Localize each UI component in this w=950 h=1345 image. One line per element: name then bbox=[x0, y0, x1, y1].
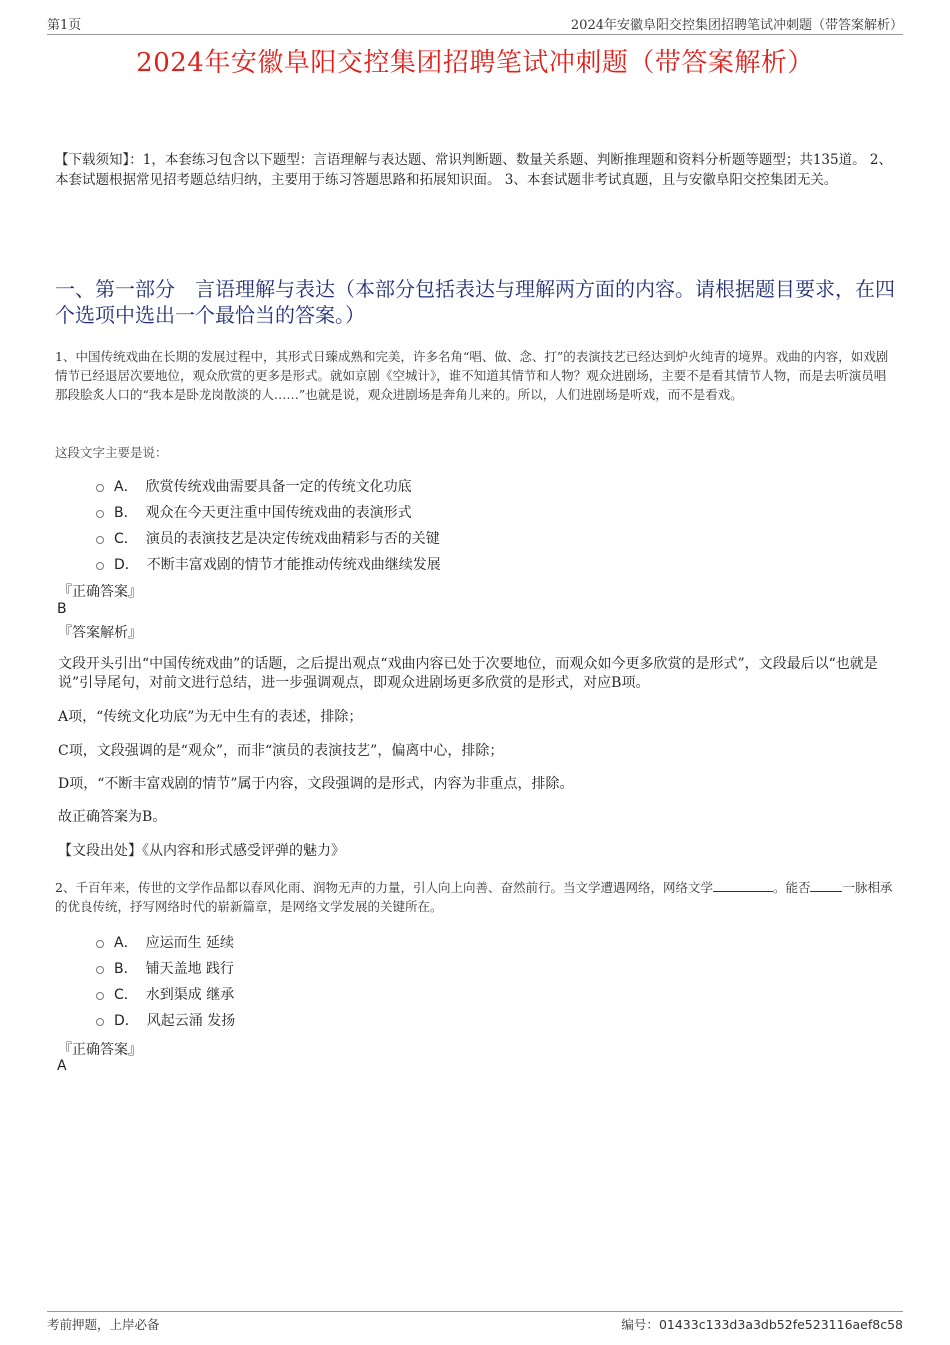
analysis-paragraph: 文段开头引出“中国传统戏曲”的话题，之后提出观点“戏曲内容已处于次要地位，而观众如今更多欣赏的是形式”，文段最后以“也就是说”引导尾句，对前文进行总结，进一步强调观点，即观众进剧场更多欣赏的是形式，对应B项。 bbox=[58, 656, 878, 691]
question-1-text: 1、中国传统戏曲在长期的发展过程中，其形式日臻成熟和完美，许多名角“唱、做、念、打”的表演技艺已经达到炉火纯青的境界。戏曲的内容，如戏剧情节已经退居次要地位，观众欣赏的更多是形式。就如京剧《空城计》，谁不知道其情节和人物？观众进剧场，主要不是看其情节人物，而是去听演员唱那段脍炙人口的“我本是卧龙岗散淡的人……”也就是说，观众进剧场是奔角儿来的。所以，人们进剧场是听戏，而不是看戏。 bbox=[55, 349, 889, 402]
analysis-paragraph: D项，“不断丰富戏剧的情节”属于内容，文段强调的是形式，内容为非重点，排除。 bbox=[58, 776, 574, 792]
footer-slogan: 考前押题，上岸必备 bbox=[47, 1317, 160, 1332]
question-1-options bbox=[96, 473, 441, 577]
download-notice: 【下载须知】：1，本套练习包含以下题型：言语理解与表达题、常识判断题、数量关系题、判断推理题和资料分析题等题型；共135道。 2、本套试题根据常见招考题总结归纳，主要用于练习答题思路和拓展知识面。 3、本套试题非考试真题，且与安徽阜阳交控集团无关。 bbox=[55, 152, 892, 188]
header-title: 2024年安徽阜阳交控集团招聘笔试冲刺题（带答案解析） bbox=[570, 18, 903, 33]
radio-icon[interactable] bbox=[96, 966, 104, 974]
analysis-paragraph: C项，文段强调的是“观众”，而非“演员的表演技艺”，偏离中心，排除； bbox=[58, 743, 504, 759]
source-citation: 【文段出处】《从内容和形式感受评弹的魅力》 bbox=[58, 843, 345, 859]
question-2-options bbox=[96, 929, 235, 1033]
option-c[interactable]: C． 演员的表演技艺是决定传统戏曲精彩与否的关键 bbox=[96, 525, 441, 551]
radio-icon[interactable] bbox=[96, 536, 104, 544]
fill-blank bbox=[713, 879, 773, 892]
page-number: 第1页 bbox=[47, 18, 82, 33]
fill-blank bbox=[810, 879, 842, 892]
answer-label: 『正确答案』 bbox=[58, 584, 142, 600]
analysis-paragraph: 故正确答案为B。 bbox=[58, 809, 167, 825]
section-title: 一、第一部分 言语理解与表达（本部分包括表达与理解两方面的内容。请根据题目要求，在四个选项中选出一个最恰当的答案。） bbox=[55, 277, 895, 327]
option-c[interactable]: C． 水到渠成 继承 bbox=[96, 981, 235, 1007]
answer-value: A bbox=[57, 1058, 67, 1074]
question-1-prompt: 这段文字主要是说： bbox=[55, 445, 168, 460]
radio-icon[interactable] bbox=[96, 510, 104, 518]
question-2-text: 2、千百年来，传世的文学作品都以春风化雨、润物无声的力量，引人向上向善、奋然前行。当文学遭遇网络，网络文学 。能否 一脉相承的优良传统，抒写网络时代的崭新篇章，是网络文学发展的关键所在。 bbox=[55, 880, 893, 914]
analysis-label: 『答案解析』 bbox=[58, 625, 142, 641]
radio-icon[interactable] bbox=[96, 1018, 104, 1026]
option-a[interactable]: A． 欣赏传统戏曲需要具备一定的传统文化功底 bbox=[96, 473, 441, 499]
radio-icon[interactable] bbox=[96, 484, 104, 492]
option-a[interactable]: A． 应运而生 延续 bbox=[96, 929, 235, 955]
answer-label: 『正确答案』 bbox=[58, 1042, 142, 1058]
radio-icon[interactable] bbox=[96, 940, 104, 948]
radio-icon[interactable] bbox=[96, 562, 104, 570]
option-b[interactable]: B． 观众在今天更注重中国传统戏曲的表演形式 bbox=[96, 499, 441, 525]
answer-value: B bbox=[57, 601, 67, 617]
document-title: 2024年安徽阜阳交控集团招聘笔试冲刺题（带答案解析） bbox=[136, 48, 814, 78]
radio-icon[interactable] bbox=[96, 992, 104, 1000]
document-code: 编号：01433c133d3a3db52fe523116aef8c58 bbox=[621, 1317, 903, 1332]
option-d[interactable]: D． 不断丰富戏剧的情节才能推动传统戏曲继续发展 bbox=[96, 551, 441, 577]
page-footer bbox=[47, 1311, 903, 1333]
option-d[interactable]: D． 风起云涌 发扬 bbox=[96, 1007, 235, 1033]
option-b[interactable]: B． 铺天盖地 践行 bbox=[96, 955, 235, 981]
page-header bbox=[47, 14, 903, 35]
analysis-paragraph: A项，“传统文化功底”为无中生有的表述，排除； bbox=[58, 709, 363, 725]
